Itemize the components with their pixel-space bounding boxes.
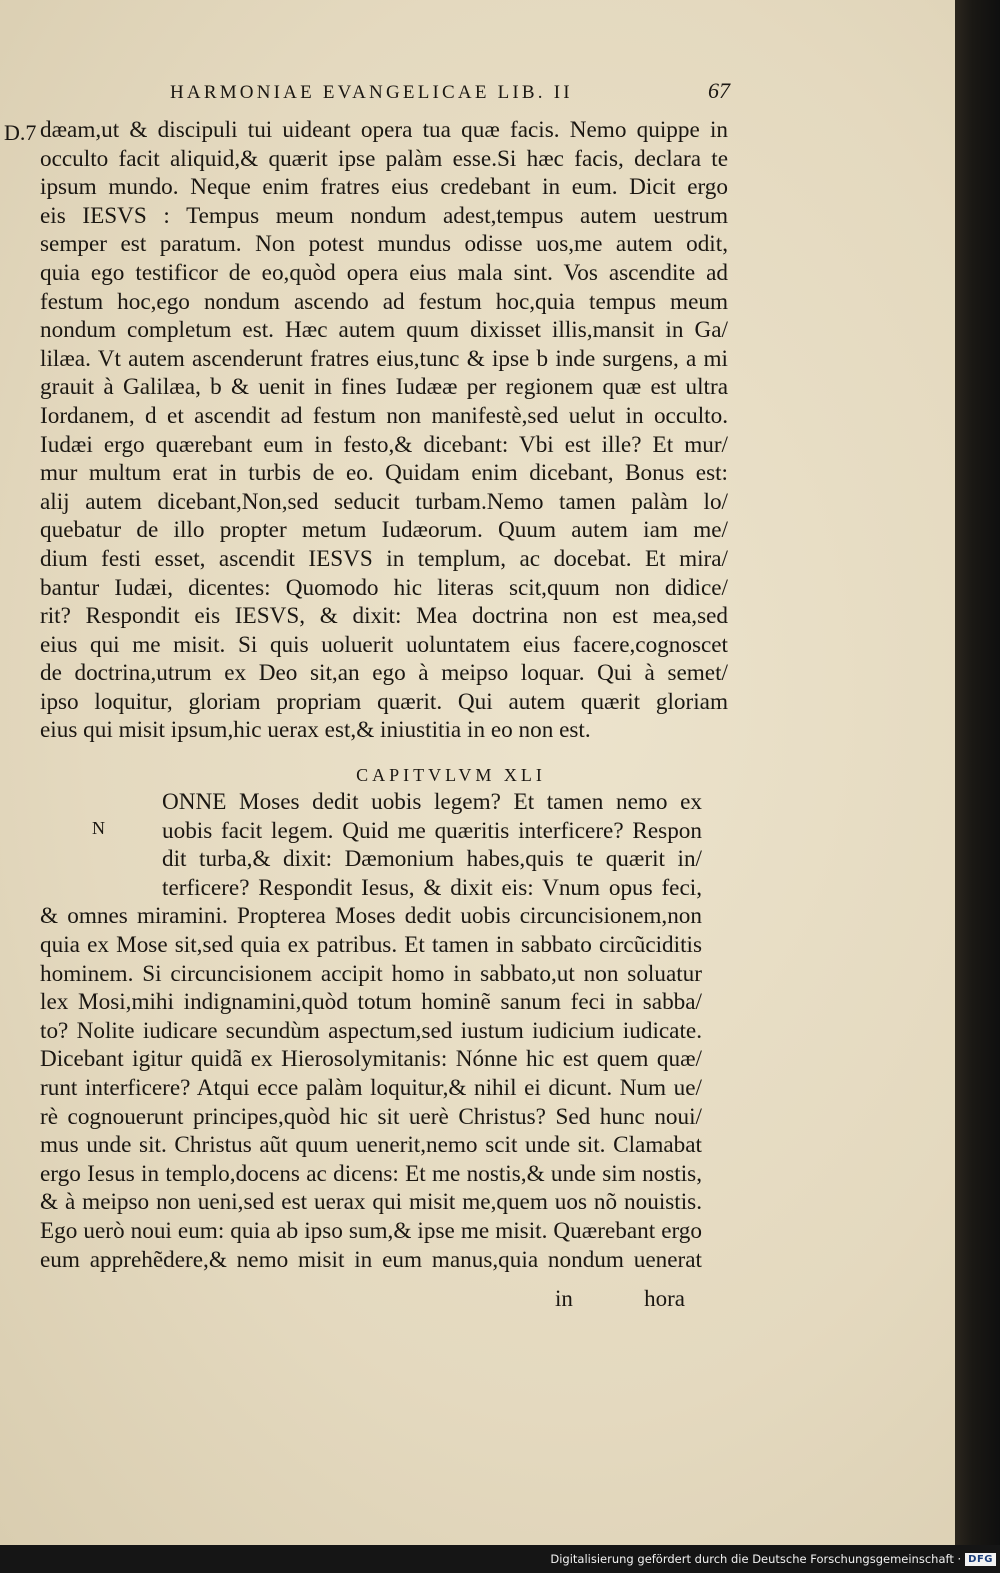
upper-text-block [40, 116, 728, 745]
text-line: eius qui misit ipsum,hic uerax est,& iniustitia in eo non est. [40, 717, 591, 744]
text-line: semper est paratum. Non potest mundus odisse uos,me autem odit, [40, 231, 728, 258]
text-line: mus unde sit. Christus aũt quum uenerit,nemo scit unde sit. Clamabat [40, 1132, 702, 1159]
text-line: quia ex Mose sit,sed quia ex patribus. Et tamen in sabbato circũciditis [40, 931, 702, 958]
text-line: ONNE Moses dedit uobis legem? Et tamen nemo ex [162, 789, 702, 815]
text-line: rit? Respondit eis IESVS, & dixit: Mea doctrina non est mea,sed [40, 603, 728, 630]
text-line: festum hoc,ego nondum ascendo ad festum hoc,quia tempus meum [40, 288, 728, 315]
initial-letter-guide: N [92, 818, 105, 838]
catchwords [555, 1286, 685, 1312]
text-line: ipso loquitur, gloriam propriam quærit. Qui autem quærit gloriam [40, 688, 728, 715]
text-line: Iordanem, d et ascendit ad festum non manifestè,sed uelut in occulto. [40, 402, 728, 429]
running-title: HARMONIAE EVANGELICAE LIB. II [170, 82, 573, 103]
text-line: & à meipso non ueni,sed est uerax qui misit me,quem uos nõ nouistis. [40, 1189, 702, 1216]
text-line: lex Mosi,mihi indignamini,quòd totum hominẽ sanum feci in sabba/ [40, 989, 702, 1016]
text-line: de doctrina,utrum ex Deo sit,an ego à meipso loquar. Qui à semet/ [40, 660, 728, 687]
text-line: to? Nolite iudicare secundùm aspectum,sed iustum iudicium iudicate. [40, 1017, 702, 1044]
text-line: eius qui me misit. Si quis uoluerit uoluntatem eius facere,cognoscet [40, 631, 728, 658]
chapter-text-block [40, 788, 702, 1274]
text-line: mur multum erat in turbis de eo. Quidam enim dicebant, Bonus est: [40, 460, 728, 487]
funding-text: Digitalisierung gefördert durch die Deutsche Forschungsgemeinschaft · [550, 1552, 962, 1566]
text-line: Iudæi ergo quærebant eum in festo,& dicebant: Vbi est ille? Et mur/ [40, 431, 728, 458]
text-line: eum apprehẽdere,& nemo misit in eum manus,quia nondum uenerat [40, 1246, 702, 1273]
text-line: Ego uerò noui eum: quia ab ipso sum,& ipse me misit. Quærebant ergo [40, 1217, 702, 1244]
text-line: dium festi esset, ascendit IESVS in templum, ac docebat. Et mira/ [40, 545, 728, 572]
text-line: alij autem dicebant,Non,sed seducit turbam.Nemo tamen palàm lo/ [40, 488, 728, 515]
text-line: hominem. Si circuncisionem accipit homo in sabbato,ut non soluatur [40, 960, 702, 987]
margin-mark: D.7 [4, 120, 37, 145]
text-line: occulto facit aliquid,& quærit ipse palàm esse.Si hæc facis, declara te [40, 145, 728, 172]
text-line: Dicebant igitur quidã ex Hierosolymitanis: Nónne hic est quem quæ/ [40, 1046, 702, 1073]
text-line: grauit à Galilæa, b & uenit in fines Iudææ per regionem quæ est ultra [40, 374, 728, 401]
funding-notice [550, 1549, 996, 1569]
text-line: dæam,ut & discipuli tui uideant opera tua quæ facis. Nemo quippe in [40, 117, 728, 143]
text-line: quebatur de illo propter metum Iudæorum. Quum autem iam me/ [40, 517, 728, 544]
text-line: uobis facit legem. Quid me quæritis interficere? Respon [162, 817, 702, 844]
text-line: quia ego testificor de eo,quòd opera eius mala sint. Vos ascendite ad [40, 259, 728, 286]
catchword-right: hora [644, 1286, 685, 1311]
text-line: & omnes miramini. Propterea Moses dedit uobis circuncisionem,non [40, 903, 702, 930]
text-line: ergo Iesus in templo,docens ac dicens: Et me nostis,& unde sim nostis, [40, 1160, 702, 1187]
text-line: lilæa. Vt autem ascenderunt fratres eius,tunc & ipse b inde surgens, a mi [40, 345, 728, 372]
running-head [170, 78, 730, 104]
chapter-heading: CAPITVLVM XLI [356, 765, 546, 785]
text-line: nondum completum est. Hæc autem quum dixisset illis,mansit in Ga/ [40, 317, 728, 344]
page-edge-shadow [955, 0, 1000, 1545]
folio-number: 67 [708, 78, 730, 103]
text-line: ipsum mundo. Neque enim fratres eius credebant in eum. Dicit ergo [40, 174, 728, 201]
text-line: dit turba,& dixit: Dæmonium habes,quis te quærit in/ [162, 846, 702, 873]
text-line: eis IESVS : Tempus meum nondum adest,tempus autem uestrum [40, 202, 728, 229]
text-line: rè cognouerunt principes,quòd hic sit uerè Christus? Sed hunc noui/ [40, 1103, 702, 1130]
catchword-left: in [555, 1286, 573, 1311]
text-line: runt interficere? Atqui ecce palàm loquitur,& nihil ei dicunt. Num ue/ [40, 1074, 702, 1101]
text-line: bantur Iudæi, dicentes: Quomodo hic literas scit,quum non didice/ [40, 574, 728, 601]
text-line: terficere? Respondit Iesus, & dixit eis: Vnum opus feci, [162, 874, 702, 901]
dfg-logo: DFG [965, 1553, 996, 1566]
